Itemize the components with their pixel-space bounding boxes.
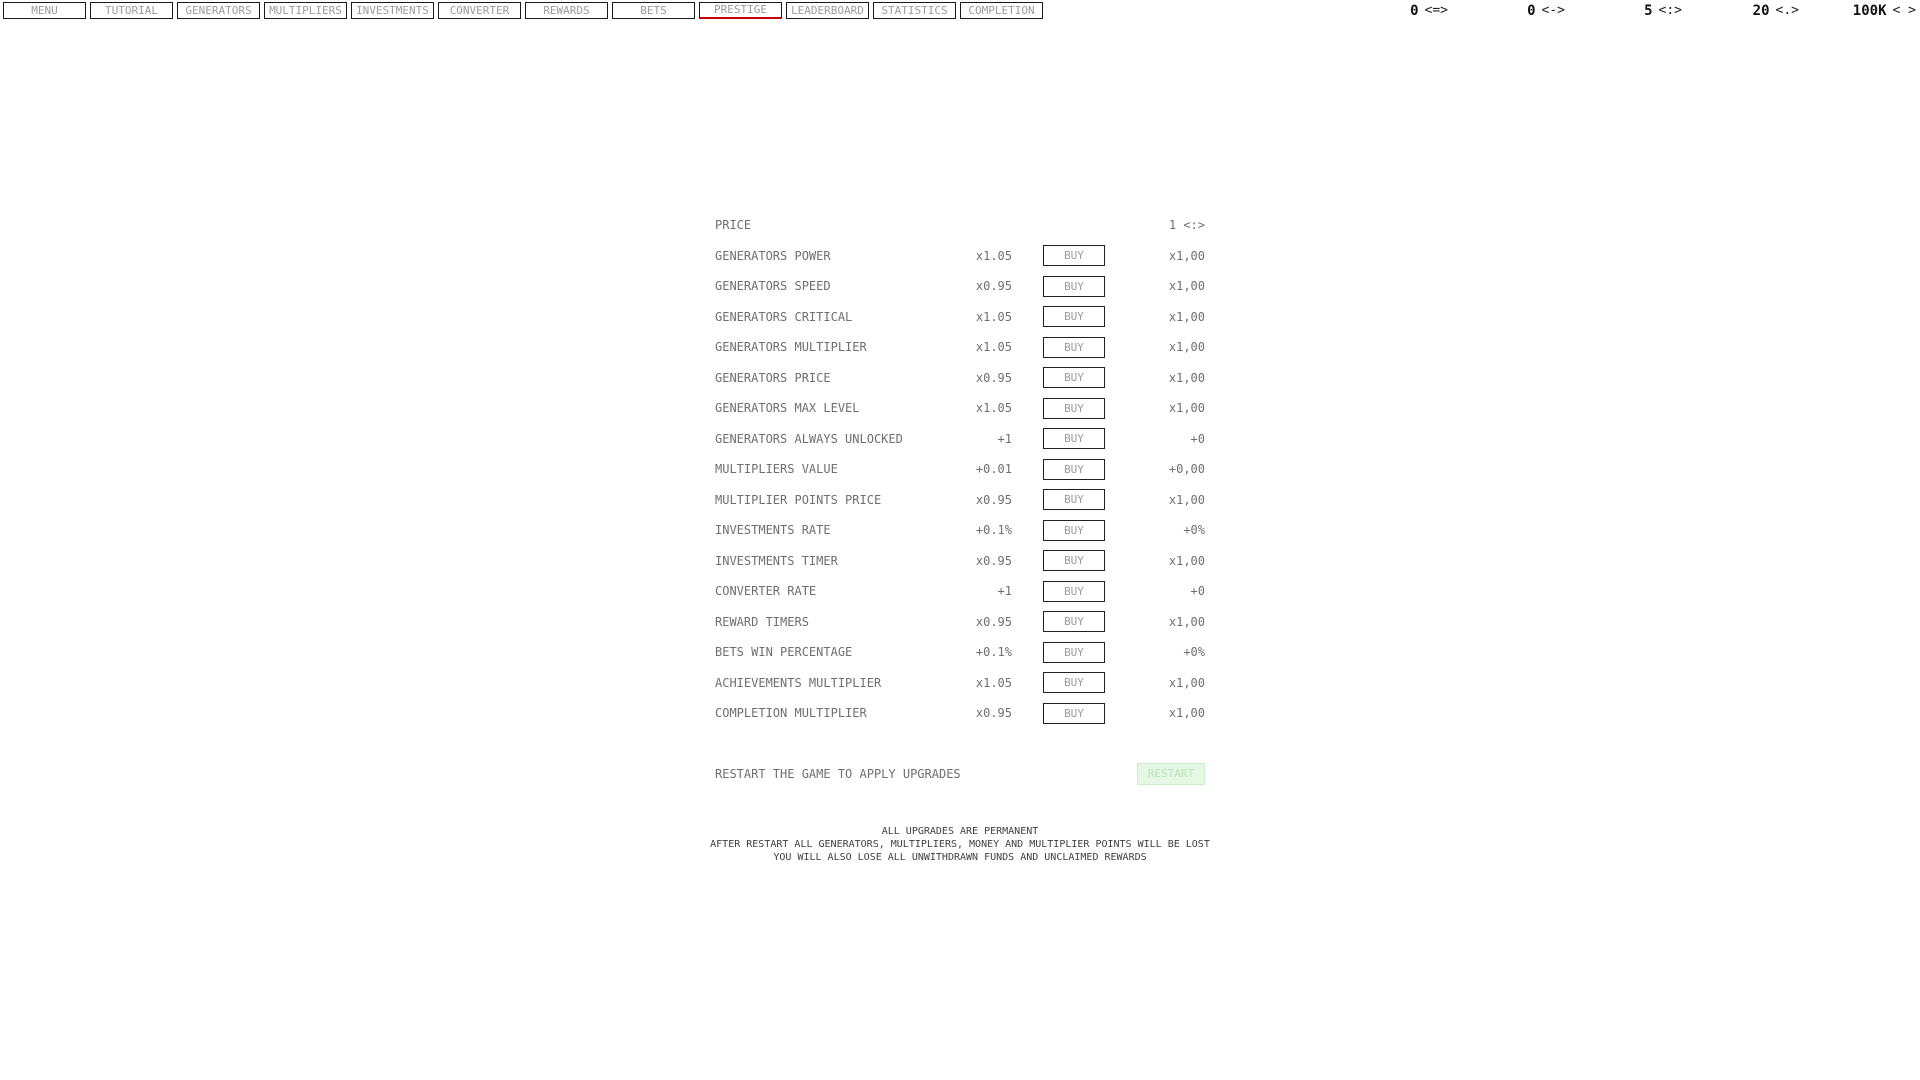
upgrade-current: x1,00 (1168, 309, 1205, 324)
currency-icon: <:> (1658, 3, 1682, 18)
upgrade-increment: x0.95 (975, 553, 1012, 568)
upgrade-label: GENERATORS ALWAYS UNLOCKED (715, 431, 903, 446)
upgrade-row (715, 576, 1205, 607)
upgrade-increment: x1.05 (975, 675, 1012, 690)
upgrade-label: INVESTMENTS TIMER (715, 553, 838, 568)
upgrade-current: +0 (1190, 584, 1205, 599)
currency-stat (1682, 2, 1799, 19)
tab-converter[interactable] (438, 2, 521, 19)
buy-button[interactable]: BUY (1043, 245, 1105, 266)
upgrade-row (715, 241, 1205, 272)
warning-line: AFTER RESTART ALL GENERATORS, MULTIPLIERS, MONEY AND MULTIPLIER POINTS WILL BE LOST (710, 839, 1210, 850)
buy-cell (1043, 642, 1105, 663)
upgrade-row (715, 698, 1205, 729)
buy-button[interactable]: BUY (1043, 550, 1105, 571)
upgrade-row (715, 485, 1205, 516)
buy-button[interactable]: BUY (1043, 642, 1105, 663)
restart-row (715, 759, 1205, 789)
buy-button[interactable]: BUY (1043, 276, 1105, 297)
upgrade-row (715, 454, 1205, 485)
buy-cell (1043, 459, 1105, 480)
tab-label: TUTORIAL (105, 3, 158, 17)
upgrade-increment: +0.01 (975, 462, 1012, 477)
buy-cell (1043, 367, 1105, 388)
restart-note: RESTART THE GAME TO APPLY UPGRADES (715, 766, 961, 781)
currency-value: 20 (1752, 2, 1770, 19)
upgrade-current: x1,00 (1168, 401, 1205, 416)
tab-generators[interactable] (177, 2, 260, 19)
upgrade-label: GENERATORS MAX LEVEL (715, 401, 860, 416)
upgrade-increment: x1.05 (975, 248, 1012, 263)
upgrade-increment: x0.95 (975, 706, 1012, 721)
buy-button[interactable]: BUY (1043, 489, 1105, 510)
restart-button[interactable]: RESTART (1137, 763, 1205, 785)
buy-button[interactable]: BUY (1043, 337, 1105, 358)
tab-label: PRESTIGE (714, 3, 767, 16)
tab-label: BETS (640, 3, 667, 17)
currency-icon: <-> (1541, 3, 1565, 18)
buy-cell (1043, 703, 1105, 724)
price-value: 1 <:> (1168, 218, 1205, 233)
tab-label: MENU (31, 3, 58, 17)
upgrade-current: x1,00 (1168, 706, 1205, 721)
upgrade-current: +0% (1183, 523, 1205, 538)
upgrade-row (715, 607, 1205, 638)
buy-button[interactable]: BUY (1043, 672, 1105, 693)
buy-cell (1043, 245, 1105, 266)
top-navigation (3, 2, 1920, 20)
upgrade-label: COMPLETION MULTIPLIER (715, 706, 867, 721)
tab-completion[interactable] (960, 2, 1043, 19)
buy-cell (1043, 581, 1105, 602)
upgrade-current: +0,00 (1168, 462, 1205, 477)
currency-bar (1331, 2, 1916, 19)
tab-label: CONVERTER (449, 3, 510, 17)
buy-button[interactable]: BUY (1043, 581, 1105, 602)
upgrade-increment: x1.05 (975, 340, 1012, 355)
upgrade-increment: x0.95 (975, 279, 1012, 294)
buy-cell (1043, 306, 1105, 327)
currency-icon: < > (1892, 3, 1916, 18)
tab-statistics[interactable] (873, 2, 956, 19)
upgrade-increment: x0.95 (975, 370, 1012, 385)
upgrade-row (715, 332, 1205, 363)
upgrade-increment: x1.05 (975, 309, 1012, 324)
upgrade-row (715, 546, 1205, 577)
upgrade-current: x1,00 (1168, 370, 1205, 385)
tab-label: LEADERBOARD (791, 3, 864, 17)
tab-label: STATISTICS (881, 3, 948, 17)
currency-icon: <=> (1424, 3, 1448, 18)
currency-value: 5 (1644, 2, 1653, 19)
upgrade-row (715, 302, 1205, 333)
buy-button[interactable]: BUY (1043, 428, 1105, 449)
tab-investments[interactable] (351, 2, 434, 19)
buy-button[interactable]: BUY (1043, 520, 1105, 541)
upgrade-current: x1,00 (1168, 279, 1205, 294)
prestige-panel (715, 210, 1205, 789)
buy-button[interactable]: BUY (1043, 306, 1105, 327)
buy-cell (1043, 489, 1105, 510)
upgrade-row (715, 637, 1205, 668)
upgrade-label: GENERATORS POWER (715, 248, 831, 263)
upgrade-current: +0 (1190, 431, 1205, 446)
price-header-row (715, 210, 1205, 241)
tab-label: COMPLETION (968, 3, 1035, 17)
upgrade-row (715, 271, 1205, 302)
currency-stat (1448, 2, 1565, 19)
upgrade-label: CONVERTER RATE (715, 584, 817, 599)
prestige-warnings (0, 825, 1920, 864)
buy-cell (1043, 550, 1105, 571)
upgrade-label: REWARD TIMERS (715, 614, 809, 629)
currency-stat (1799, 2, 1916, 19)
upgrade-current: x1,00 (1168, 614, 1205, 629)
upgrade-row (715, 393, 1205, 424)
currency-icon: <.> (1775, 3, 1799, 18)
upgrade-row (715, 515, 1205, 546)
upgrade-increment: +0.1% (975, 523, 1012, 538)
upgrade-current: x1,00 (1168, 553, 1205, 568)
buy-cell (1043, 398, 1105, 419)
currency-value: 0 (1410, 2, 1419, 19)
buy-button[interactable]: BUY (1043, 703, 1105, 724)
buy-button[interactable]: BUY (1043, 398, 1105, 419)
warning-line: YOU WILL ALSO LOSE ALL UNWITHDRAWN FUNDS AND UNCLAIMED REWARDS (773, 852, 1147, 863)
upgrade-label: MULTIPLIER POINTS PRICE (715, 492, 882, 507)
warning-line: ALL UPGRADES ARE PERMANENT (881, 826, 1039, 837)
buy-button[interactable]: BUY (1043, 367, 1105, 388)
buy-cell (1043, 672, 1105, 693)
currency-stat (1331, 2, 1448, 19)
buy-cell (1043, 276, 1105, 297)
tab-multipliers[interactable] (264, 2, 347, 19)
price-label: PRICE (715, 218, 752, 233)
upgrade-current: +0% (1183, 645, 1205, 660)
tab-label: REWARDS (543, 3, 590, 17)
upgrade-increment: x0.95 (975, 492, 1012, 507)
buy-cell (1043, 520, 1105, 541)
tab-label: MULTIPLIERS (269, 3, 342, 17)
upgrade-increment: +1 (997, 584, 1012, 599)
tab-rewards[interactable] (525, 2, 608, 19)
upgrade-label: GENERATORS PRICE (715, 370, 831, 385)
buy-button[interactable]: BUY (1043, 459, 1105, 480)
upgrade-list (715, 241, 1205, 729)
upgrade-current: x1,00 (1168, 675, 1205, 690)
upgrade-label: GENERATORS MULTIPLIER (715, 340, 867, 355)
buy-button[interactable]: BUY (1043, 611, 1105, 632)
upgrade-label: INVESTMENTS RATE (715, 523, 831, 538)
upgrade-label: ACHIEVEMENTS MULTIPLIER (715, 675, 882, 690)
upgrade-increment: +0.1% (975, 645, 1012, 660)
currency-value: 0 (1527, 2, 1536, 19)
upgrade-row (715, 363, 1205, 394)
currency-value: 100K (1852, 2, 1887, 19)
tab-prestige[interactable] (699, 2, 782, 19)
upgrade-increment: x0.95 (975, 614, 1012, 629)
tab-label: GENERATORS (185, 3, 252, 17)
upgrade-row (715, 424, 1205, 455)
tab-tutorial[interactable] (90, 2, 173, 19)
buy-cell (1043, 337, 1105, 358)
tab-label: INVESTMENTS (356, 3, 429, 17)
upgrade-current: x1,00 (1168, 492, 1205, 507)
upgrade-current: x1,00 (1168, 248, 1205, 263)
tab-bets[interactable] (612, 2, 695, 19)
upgrade-row (715, 668, 1205, 699)
upgrade-increment: x1.05 (975, 401, 1012, 416)
upgrade-increment: +1 (997, 431, 1012, 446)
tab-leaderboard[interactable] (786, 2, 869, 19)
upgrade-label: MULTIPLIERS VALUE (715, 462, 838, 477)
buy-cell (1043, 611, 1105, 632)
buy-cell (1043, 428, 1105, 449)
currency-stat (1565, 2, 1682, 19)
upgrade-label: GENERATORS CRITICAL (715, 309, 853, 324)
tab-menu[interactable] (3, 2, 86, 19)
upgrade-label: BETS WIN PERCENTAGE (715, 645, 853, 660)
upgrade-label: GENERATORS SPEED (715, 279, 831, 294)
upgrade-current: x1,00 (1168, 340, 1205, 355)
